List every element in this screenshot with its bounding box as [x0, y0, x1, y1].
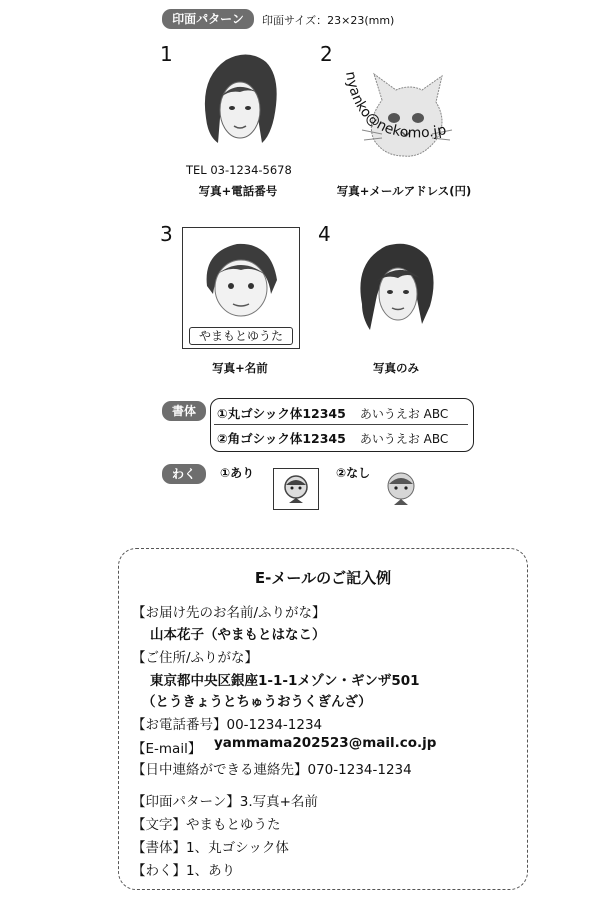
frame-label: わく	[162, 464, 206, 484]
frame-line: 【わく】1、あり	[132, 863, 236, 879]
address-value: 東京都中央区銀座1-1-1メゾン・ギンザ501	[150, 673, 420, 689]
pattern-2-caption: 写真+メールアドレス(円)	[336, 184, 472, 198]
frame-option-with[interactable]: ①あり	[220, 466, 255, 480]
svg-text:nyanko@nekomo.jp: nyanko@nekomo.jp	[342, 70, 448, 142]
font-options-box	[210, 398, 474, 452]
framed-face-icon	[281, 473, 311, 505]
font-option-kaku-sample: あいうえお ABC	[359, 432, 449, 446]
child-face-icon	[201, 236, 281, 322]
pattern-1-caption: 写真+電話番号	[198, 184, 278, 198]
frame-with-sample	[273, 468, 319, 510]
pattern-4-number: 4	[318, 222, 331, 246]
pattern-2-number: 2	[320, 42, 333, 66]
pattern-1-phone-text: TEL 03-1234-5678	[186, 163, 292, 177]
font-line: 【書体】1、丸ゴシック体	[132, 840, 289, 856]
email-example-title: E-メールのご記入例	[254, 569, 392, 587]
font-option-maru-sample: あいうえお ABC	[359, 407, 449, 421]
address-reading: （とうきょうとちゅうおうくぎんざ）	[142, 694, 372, 710]
email-value: yammama202523@mail.co.jp	[214, 735, 437, 751]
stamp-pattern-label: 印面パターン	[162, 9, 254, 29]
recipient-name-value: 山本花子（やまもとはなこ）	[150, 627, 326, 643]
pattern-3-stamp-frame	[182, 227, 300, 349]
font-option-kaku[interactable]	[217, 429, 448, 447]
pattern-3-number: 3	[160, 222, 173, 246]
pattern-3-name-box: やまもとゆうた	[189, 327, 293, 345]
frame-option-without[interactable]: ②なし	[336, 466, 371, 480]
woman-face-icon	[350, 234, 440, 334]
recipient-name-heading: 【お届け先のお名前/ふりがな】	[132, 605, 326, 621]
pattern-1-number: 1	[160, 42, 173, 66]
pattern-4-caption: 写真のみ	[373, 361, 419, 375]
font-option-kaku-label: ②角ゴシック体12345	[217, 431, 346, 446]
email-heading: 【E-mail】	[132, 741, 202, 757]
pattern-2-email-arc	[338, 62, 478, 172]
pattern-3-caption: 写真+名前	[212, 361, 268, 375]
font-divider	[214, 424, 468, 425]
font-label: 書体	[162, 401, 206, 421]
phone-line: 【お電話番号】00-1234-1234	[132, 717, 323, 733]
font-option-maru[interactable]	[217, 404, 448, 422]
unframed-face-icon	[384, 470, 418, 508]
daytime-contact-line: 【日中連絡ができる連絡先】070-1234-1234	[132, 762, 412, 778]
stamp-size-text: 印面サイズ：23×23(mm)	[262, 14, 395, 27]
stamp-pattern-line: 【印面パターン】3.写真+名前	[132, 794, 318, 810]
font-option-maru-label: ①丸ゴシック体12345	[217, 406, 346, 421]
address-heading: 【ご住所/ふりがな】	[132, 650, 259, 666]
woman-face-icon	[196, 48, 282, 158]
text-line: 【文字】やまもとゆうた	[132, 817, 281, 833]
